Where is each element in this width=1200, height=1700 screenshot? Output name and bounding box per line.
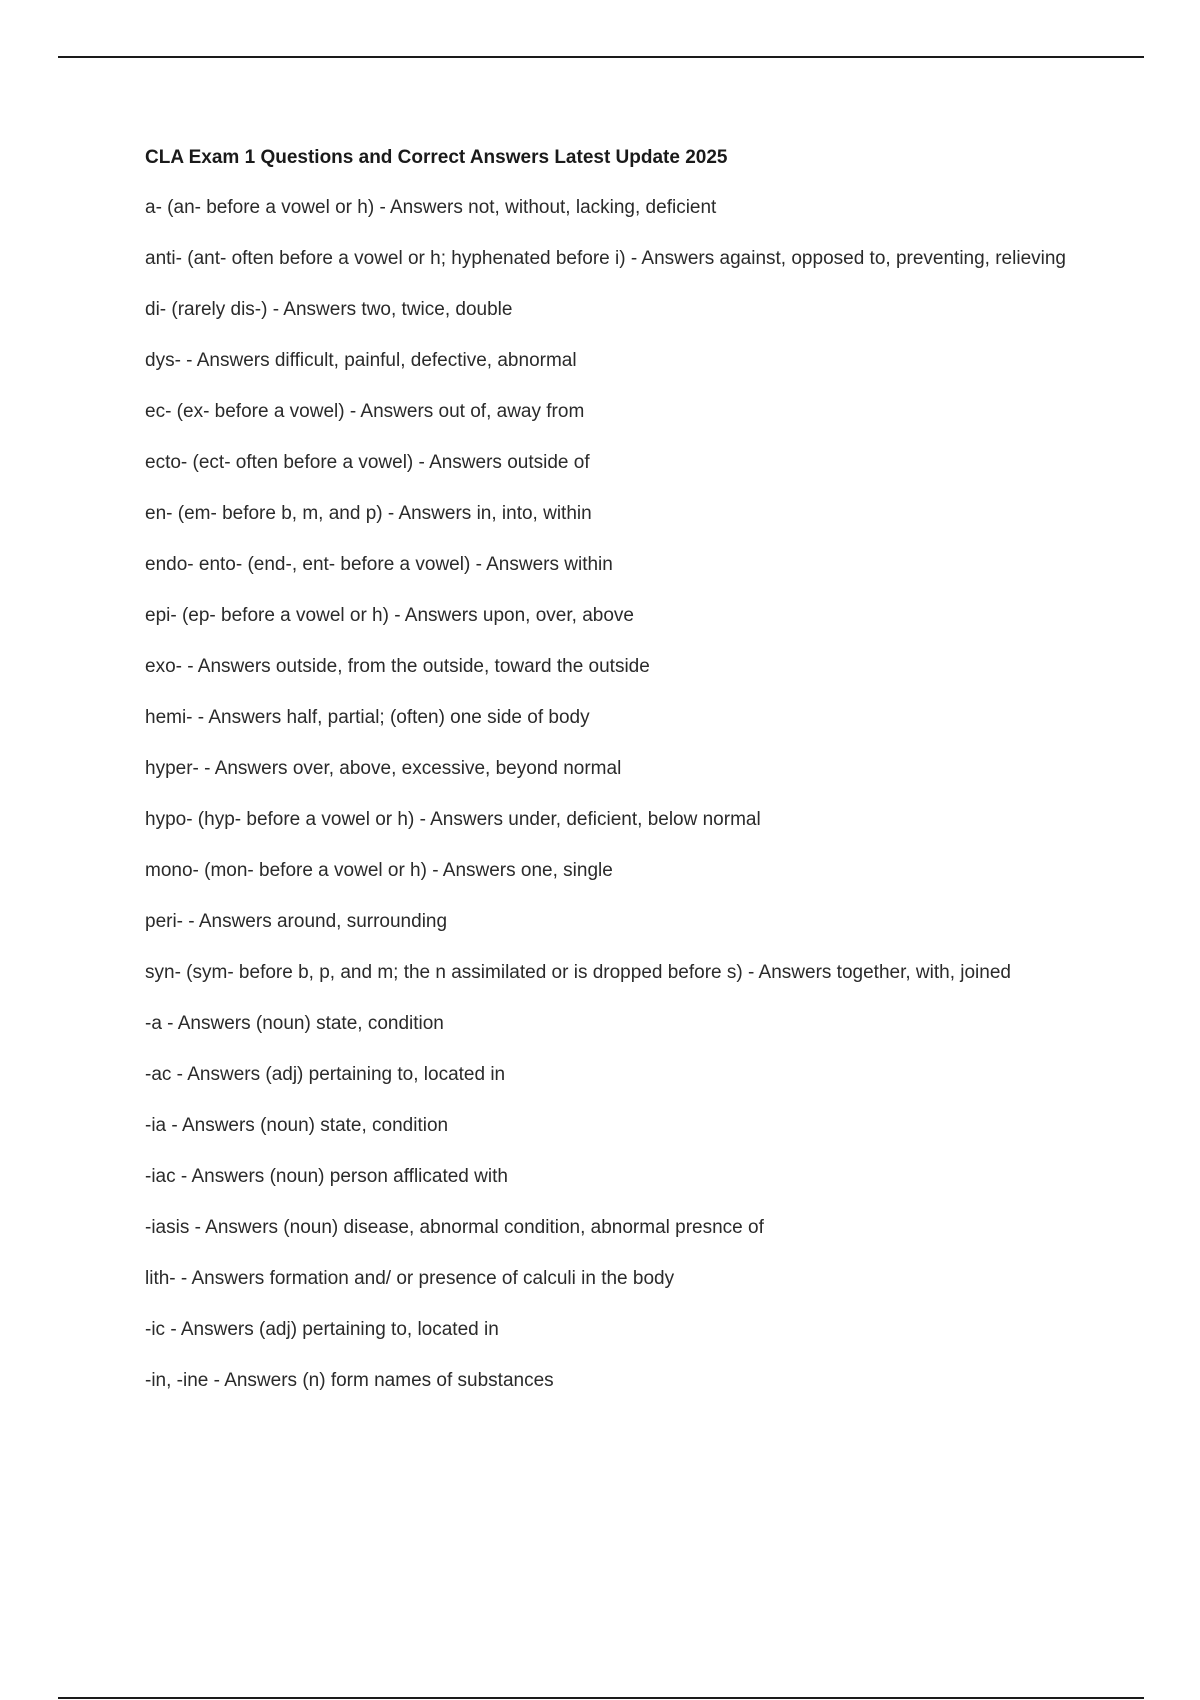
document-title: CLA Exam 1 Questions and Correct Answers Latest Update 2025 bbox=[145, 147, 728, 168]
term-entry: anti- (ant- often before a vowel or h; hyphenated before i) - Answers against, opposed to, preventing, relieving bbox=[145, 248, 1066, 269]
term-entry: ecto- (ect- often before a vowel) - Answers outside of bbox=[145, 452, 590, 473]
term-entry: -iasis - Answers (noun) disease, abnormal condition, abnormal presnce of bbox=[145, 1217, 764, 1238]
document-body bbox=[145, 143, 1095, 1417]
term-entry: -in, -ine - Answers (n) form names of substances bbox=[145, 1370, 554, 1391]
term-entry: en- (em- before b, m, and p) - Answers in, into, within bbox=[145, 503, 592, 524]
term-entry: lith- - Answers formation and/ or presence of calculi in the body bbox=[145, 1268, 675, 1289]
term-entry: hypo- (hyp- before a vowel or h) - Answers under, deficient, below normal bbox=[145, 809, 761, 830]
term-entry: epi- (ep- before a vowel or h) - Answers upon, over, above bbox=[145, 605, 634, 626]
term-entry: dys- - Answers difficult, painful, defective, abnormal bbox=[145, 350, 577, 371]
term-entry: di- (rarely dis-) - Answers two, twice, double bbox=[145, 299, 513, 320]
term-entry: mono- (mon- before a vowel or h) - Answers one, single bbox=[145, 860, 613, 881]
term-entry: -ic - Answers (adj) pertaining to, located in bbox=[145, 1319, 499, 1340]
term-entry: syn- (sym- before b, p, and m; the n assimilated or is dropped before s) - Answers together, with, joined bbox=[145, 962, 1011, 983]
term-entry: hyper- - Answers over, above, excessive, beyond normal bbox=[145, 758, 622, 779]
term-entry: -ia - Answers (noun) state, condition bbox=[145, 1115, 449, 1136]
term-entry: peri- - Answers around, surrounding bbox=[145, 911, 448, 932]
header-rule bbox=[58, 56, 1144, 58]
entry-list bbox=[145, 193, 1095, 1396]
term-entry: -iac - Answers (noun) person afflicated with bbox=[145, 1166, 508, 1187]
term-entry: -a - Answers (noun) state, condition bbox=[145, 1013, 444, 1034]
term-entry: hemi- - Answers half, partial; (often) one side of body bbox=[145, 707, 590, 728]
term-entry: -ac - Answers (adj) pertaining to, located in bbox=[145, 1064, 506, 1085]
term-entry: exo- - Answers outside, from the outside, toward the outside bbox=[145, 656, 650, 677]
footer-rule bbox=[58, 1697, 1144, 1699]
term-entry: a- (an- before a vowel or h) - Answers not, without, lacking, deficient bbox=[145, 197, 717, 218]
term-entry: ec- (ex- before a vowel) - Answers out of, away from bbox=[145, 401, 585, 422]
term-entry: endo- ento- (end-, ent- before a vowel) - Answers within bbox=[145, 554, 613, 575]
